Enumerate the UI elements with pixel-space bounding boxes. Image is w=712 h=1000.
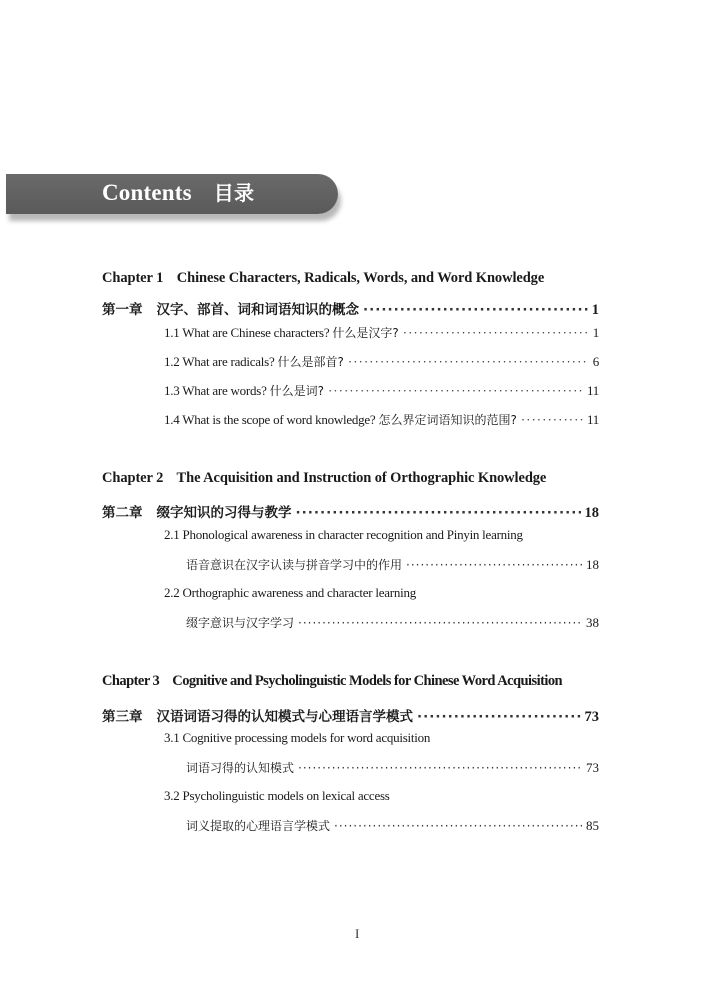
chapter-title-zh: 汉语词语习得的认知模式与心理语言学模式 [156,709,413,725]
page-title-zh: 目录 [213,181,255,205]
dot-leader [298,761,582,775]
section-2-1-entry[interactable] [186,556,599,573]
section-title-zh: 词语习得的认知模式 [186,761,295,775]
page-number: 11 [586,383,599,398]
section-title-zh: 什么是部首? [277,355,344,369]
section-title-en: 1.1 What are Chinese characters? [164,325,330,340]
page-number: 18 [586,557,599,572]
dot-leader [417,709,581,725]
dot-leader [348,354,589,370]
section-title-en: 1.4 What is the scope of word knowledge? [164,412,376,427]
section-title-en: 1.3 What are words? [164,383,267,398]
section-1-3-entry[interactable] [164,382,599,399]
page-number: 18 [584,505,599,521]
section-2-2-entry[interactable] [186,614,599,631]
chapter-number: Chapter 2 [102,470,164,486]
chapter-title-en: Cognitive and Psycholinguistic Models for Chinese Word Acquisition [172,673,563,689]
chapter-2-toc-entry[interactable] [102,501,599,522]
chapter-3-heading [102,673,562,690]
section-1-4-entry[interactable] [164,411,599,428]
chapter-number-zh: 第一章 [102,302,143,318]
page-title [102,177,254,206]
chapter-number: Chapter 1 [102,270,164,286]
dot-leader [296,505,581,521]
page-number: 1 [592,325,599,340]
chapter-title-en: The Acquisition and Instruction of Orthographic Knowledge [176,470,547,486]
chapter-title-en: Chinese Characters, Radicals, Words, and Word Knowledge [176,270,545,286]
section-title-zh: 词义提取的心理语言学模式 [186,819,331,833]
section-title-zh: 什么是汉字? [332,326,399,340]
page-number: 1 [591,302,599,318]
chapter-title-zh: 汉字、部首、词和词语知识的概念 [156,302,359,318]
chapter-title-zh: 缀字知识的习得与教学 [156,505,292,521]
section-title-zh: 语音意识在汉字认读与拼音学习中的作用 [186,558,403,572]
contents-banner [6,174,338,214]
chapter-1-heading [102,270,544,287]
chapter-2-heading [102,470,546,487]
section-2-2-title-en: 2.2 Orthographic awareness and character learning [164,585,416,600]
section-title-zh: 缀字意识与汉字学习 [186,616,295,630]
section-3-2-title-en: 3.2 Psycholinguistic models on lexical access [164,788,390,803]
dot-leader [298,616,582,630]
page-number: 73 [584,709,599,725]
dot-leader [334,819,582,833]
page-title-en: Contents [102,180,192,205]
dot-leader [328,383,583,399]
dot-leader [403,325,589,341]
chapter-number: Chapter 3 [102,673,160,689]
section-title-zh: 什么是词? [269,384,324,398]
dot-leader [363,302,588,318]
section-3-2-entry[interactable] [186,817,599,834]
page-number: 85 [586,818,599,833]
section-1-2-entry[interactable] [164,353,599,370]
page-number: 6 [592,354,599,369]
section-3-1-entry[interactable] [186,759,599,776]
dot-leader [406,558,582,572]
page-number: 11 [586,412,599,427]
page-number: 38 [586,615,599,630]
section-title-zh: 怎么界定词语知识的范围? [378,413,517,427]
section-3-1-title-en: 3.1 Cognitive processing models for word acquisition [164,730,431,745]
chapter-1-toc-entry[interactable] [102,298,599,319]
chapter-number-zh: 第三章 [102,709,143,725]
page-folio: I [355,926,360,941]
page-number: 73 [586,760,599,775]
section-2-1-title-en: 2.1 Phonological awareness in character recognition and Pinyin learning [164,527,523,542]
chapter-number-zh: 第二章 [102,505,143,521]
section-title-en: 1.2 What are radicals? [164,354,275,369]
dot-leader [521,412,583,428]
section-1-1-entry[interactable] [164,324,599,341]
chapter-3-toc-entry[interactable] [102,705,599,726]
